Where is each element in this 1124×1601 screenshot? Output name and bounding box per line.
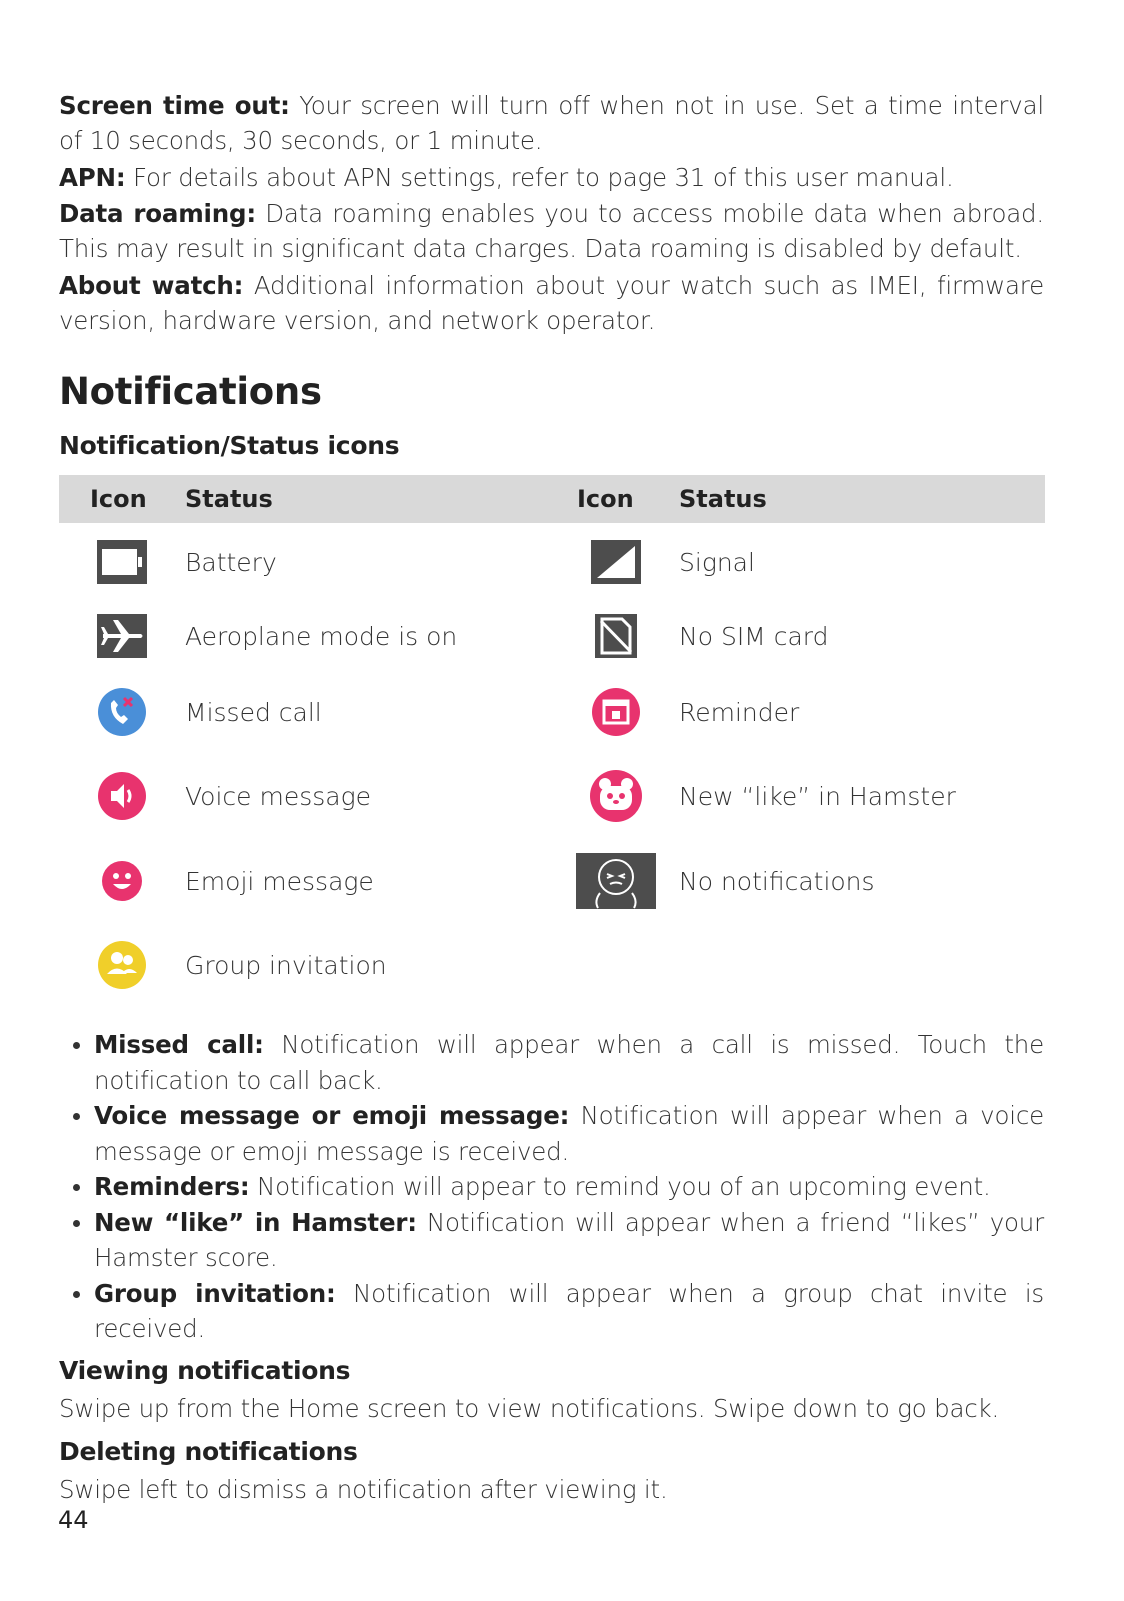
intro-about-watch: About watch: Additional information about your watch such as IMEI, firmware version, hardware version, and network operator. <box>59 271 1044 335</box>
status-label: Missed call <box>185 697 322 727</box>
header-status-1: Status <box>185 475 553 523</box>
header-status-2: Status <box>679 475 1045 523</box>
status-label: Emoji message <box>185 866 374 896</box>
table-header-row <box>59 475 1045 523</box>
status-icons-table <box>59 475 1045 1007</box>
signal-icon <box>591 540 641 584</box>
no-notifications-icon <box>576 853 656 909</box>
list-item: Missed call: Notification will appear when a call is missed. Touch the notification to call back. <box>59 1027 1044 1098</box>
no-sim-icon <box>595 614 637 658</box>
table-row <box>59 753 1045 839</box>
status-label: Signal <box>679 547 755 577</box>
table-row <box>59 839 1045 923</box>
table-heading: Notification/Status icons <box>59 431 400 460</box>
page-number: 44 <box>58 1506 89 1534</box>
status-label: Aeroplane mode is on <box>185 621 458 651</box>
deleting-heading: Deleting notifications <box>59 1436 358 1466</box>
table-row <box>59 671 1045 753</box>
status-label: Voice message <box>185 781 371 811</box>
status-label: Battery <box>185 547 277 577</box>
status-label: Group invitation <box>185 950 387 980</box>
status-label: New “like” in Hamster <box>679 781 956 811</box>
hamster-icon <box>589 769 643 823</box>
status-label: No SIM card <box>679 621 829 651</box>
list-item: Reminders: Notification will appear to remind you of an upcoming event. <box>59 1169 1044 1205</box>
status-label: Reminder <box>679 697 800 727</box>
viewing-heading: Viewing notifications <box>59 1355 351 1385</box>
header-icon-2: Icon <box>553 475 679 523</box>
intro-apn: APN: For details about APN settings, refer to page 31 of this user manual. <box>59 163 954 192</box>
section-title: Notifications <box>59 370 322 413</box>
voice-message-icon <box>97 771 147 821</box>
reminder-icon <box>591 687 641 737</box>
intro-screen-timeout: Screen time out: Your screen will turn off when not in use. Set a time interval of 10 seconds, 30 seconds, or 1 minute. <box>59 91 1045 155</box>
list-item: Group invitation: Notification will appear when a group chat invite is received. <box>59 1276 1044 1347</box>
notification-bullets <box>59 1027 1044 1347</box>
viewing-text: Swipe up from the Home screen to view notifications. Swipe down to go back. <box>59 1393 1000 1423</box>
list-item: Voice message or emoji message: Notification will appear when a voice message or emoji message is received. <box>59 1098 1044 1169</box>
manual-page <box>59 88 1044 1507</box>
battery-icon <box>97 540 147 584</box>
header-icon-1: Icon <box>59 475 185 523</box>
deleting-text: Swipe left to dismiss a notification after viewing it. <box>59 1474 668 1504</box>
status-label: No notifications <box>679 866 875 896</box>
missed-call-icon <box>97 687 147 737</box>
aeroplane-icon <box>97 614 147 658</box>
emoji-message-icon <box>101 860 143 902</box>
intro-data-roaming: Data roaming: Data roaming enables you to access mobile data when abroad. This may result in significant data charges. Data roaming is disabled by default. <box>59 199 1044 263</box>
table-row <box>59 523 1045 601</box>
table-row <box>59 923 1045 1007</box>
table-row <box>59 601 1045 671</box>
list-item: New “like” in Hamster: Notification will appear when a friend “likes” your Hamster score. <box>59 1205 1044 1276</box>
group-invitation-icon <box>97 940 147 990</box>
